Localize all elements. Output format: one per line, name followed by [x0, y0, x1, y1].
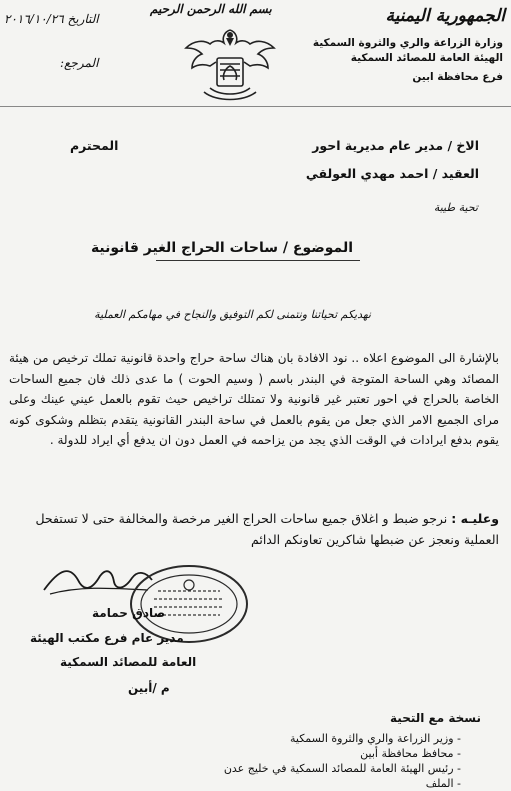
list-item: - الملف [224, 776, 461, 791]
date-field [4, 12, 99, 26]
basmala: بسم الله الرحمن الرحيم [150, 2, 272, 16]
wishes-line: نهديكم تحياتنا ونتمنى لكم التوفيق والنجاح في مهامكم العملية [94, 308, 371, 321]
signatory-title-1: مدير عام فرع مكتب الهيئة [30, 631, 184, 645]
request-text: نرجو ضبط و اغلاق جميع ساحات الحراج الغير مرخصة والمخالفة حتى لا تستفحل العملية ونعجز عن ضبطها شاكرين تعاونكم الدائم [35, 511, 499, 547]
addressee-line1: الاخ / مدير عام مديرية احور [312, 138, 479, 153]
list-item: - محافظ محافظة أبين [224, 746, 461, 761]
letterhead-ministry: وزارة الزراعة والري والثروة السمكية [312, 37, 503, 49]
letterhead-branch: فرع محافظة ابين [412, 71, 503, 83]
list-item: - وزير الزراعة والري والثروة السمكية [224, 731, 461, 746]
list-item: - رئيس الهيئة العامة للمصائد السمكية في خليج عدن [224, 761, 461, 776]
copies-title: نسخة مع التحية [390, 711, 481, 725]
body-paragraph: بالإشارة الى الموضوع اعلاه .. نود الافادة بان هناك ساحة حراج واحدة قانونية تملك ترخيص من هيئة المصائد وهي الساحة المتوجة في البندر باسم ( وسيم الحوت ) ما عدى ذلك فان جميع الساحات الخاصة بالحراج في احور تعتبر غير قانونية ولا تمتلك تراخيص حيث تقوم بالعمل عيني عينك وعلى مراى الجميع الامر الذي جعل من يقوم بالعمل في ساحة البندر القانونية يتقدم بتظلم وشكوى كونه يقوم بدفع ايرادات في الوقت الذي يجد من يزاحمه في العمل دون ان يدفع أي ايراد للدولة . [9, 351, 499, 447]
request-paragraph [9, 508, 499, 550]
copies-list [224, 731, 461, 791]
date-label: التاريخ [67, 12, 99, 26]
request-lead: وعليـه : [451, 511, 499, 526]
letterhead-authority: الهيئة العامة للمصائد السمكية [350, 52, 503, 64]
subject: الموضوع / ساحات الحراج الغير قانونية [90, 240, 353, 256]
subject-underline [156, 260, 360, 261]
reference-label: المرجع: [60, 56, 99, 70]
signatory-title-2: العامة للمصائد السمكية [60, 655, 197, 669]
greeting: تحية طيبة [433, 201, 478, 214]
addressee-line2: العقيد / احمد مهدي العولقي [305, 166, 479, 181]
signatory-location: م /أبين [128, 681, 170, 695]
date-value: ٢٠١٦/١٠/٢٦ [4, 12, 64, 26]
header-divider [0, 106, 511, 107]
addressee-respect: المحترم [70, 138, 119, 153]
letterhead-country: الجمهورية اليمنية [385, 6, 505, 26]
yemen-emblem-icon [180, 18, 280, 106]
signatory-name: صادق حمامة [92, 606, 166, 620]
